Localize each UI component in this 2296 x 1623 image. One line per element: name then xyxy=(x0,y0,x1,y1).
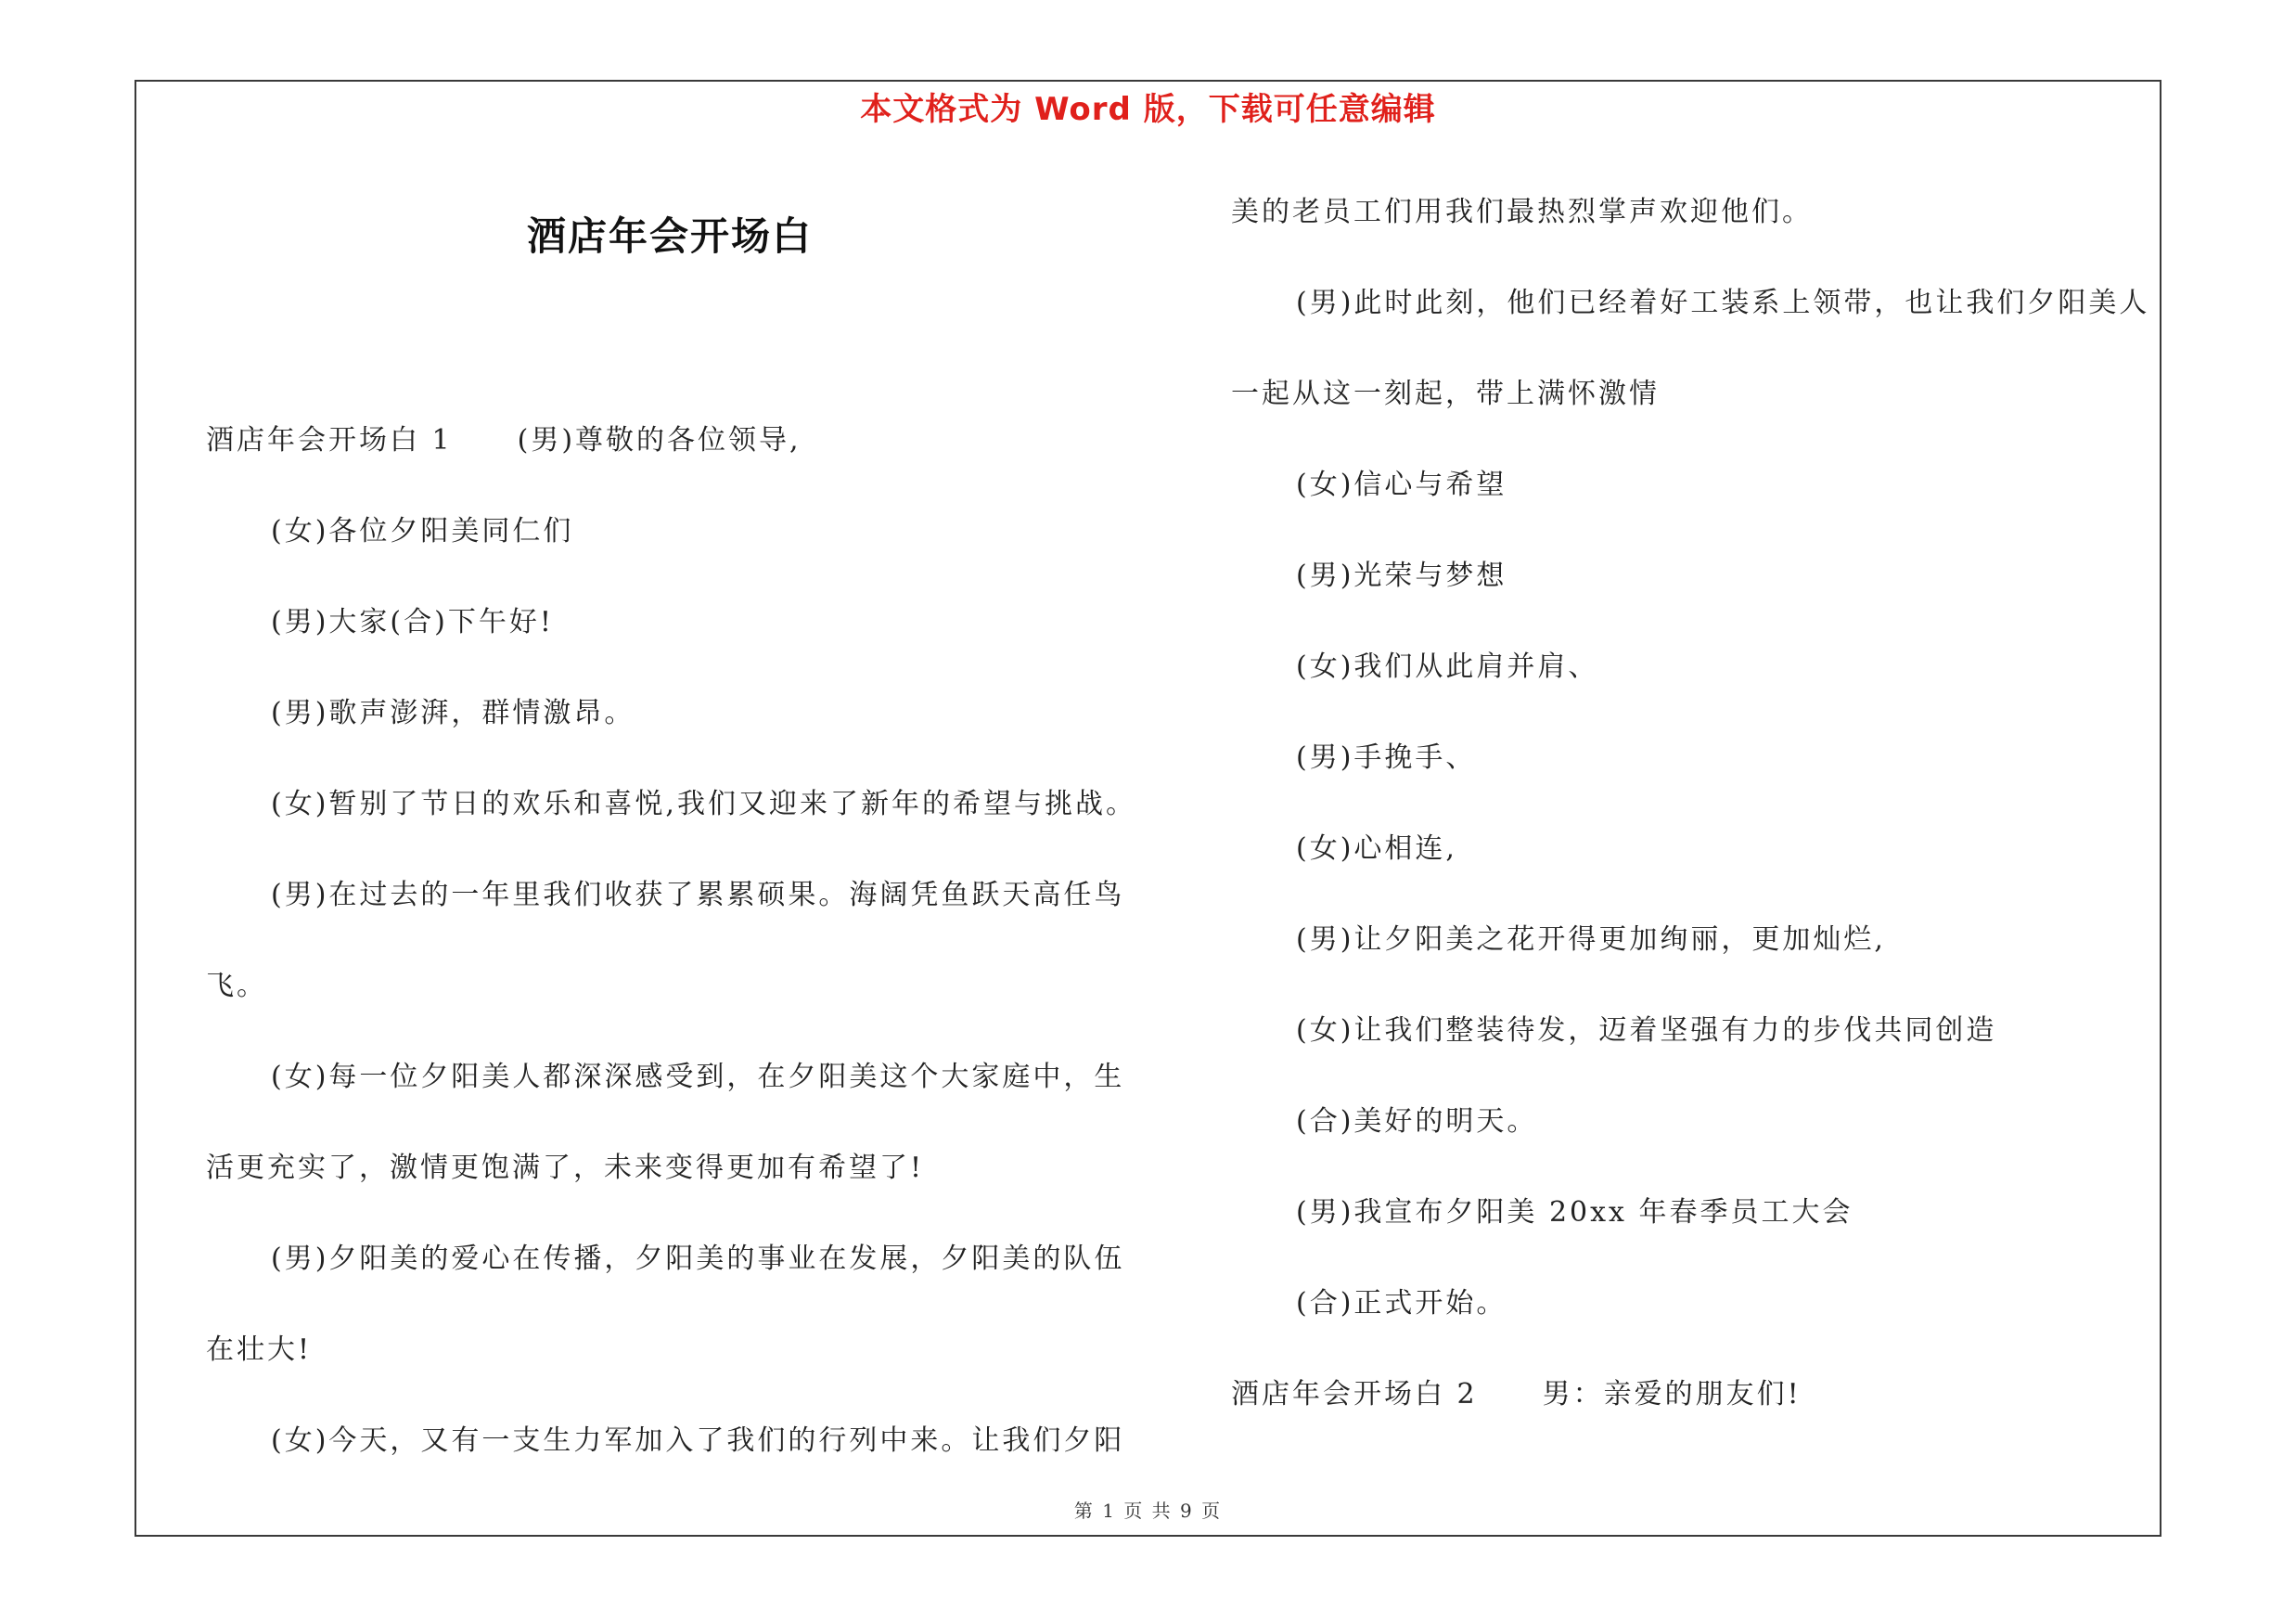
dialogue-line: (合)美好的明天。 xyxy=(1296,1105,1538,1138)
section-heading-line xyxy=(1231,1349,2163,1440)
document-title: 酒店年会开场白 xyxy=(526,213,813,259)
dialogue-line: (女)今天，又有一支生力军加入了我们的行列中来。让我们夕阳 xyxy=(271,1424,1125,1457)
dialogue-line: (女)心相连, xyxy=(1296,832,1457,865)
dialogue-line: (男)此时此刻，他们已经着好工装系上领带，也让我们夕阳美人 xyxy=(1296,287,2150,319)
dialogue-text: (男)尊敬的各位领导, xyxy=(517,424,802,457)
right-column xyxy=(1231,167,2163,1440)
paragraph-continuation: 飞。 xyxy=(206,970,267,1002)
dialogue-line: (女)每一位夕阳美人都深深感受到，在夕阳美这个大家庭中，生 xyxy=(271,1061,1125,1093)
dialogue-line: (男)歌声澎湃，群情激昂。 xyxy=(271,697,635,729)
dialogue-line: (男)夕阳美的爱心在传播，夕阳美的事业在发展，夕阳美的队伍 xyxy=(271,1243,1125,1275)
dialogue-line: (女)暂别了节日的欢乐和喜悦,我们又迎来了新年的希望与挑战。 xyxy=(271,788,1136,820)
dialogue-line: (女)各位夕阳美同仁们 xyxy=(271,515,574,547)
section-heading-line xyxy=(206,395,1143,486)
left-column xyxy=(206,395,1143,1487)
dialogue-line: (男)大家(合)下午好! xyxy=(271,606,554,638)
paragraph-continuation: 活更充实了，激情更饱满了，未来变得更加有希望了! xyxy=(206,1152,925,1184)
paragraph-continuation: 在壮大! xyxy=(206,1333,313,1366)
section-heading: 酒店年会开场白 1 xyxy=(206,424,453,457)
format-banner: 本文格式为 Word 版，下载可任意编辑 xyxy=(860,91,1436,128)
paragraph-continuation: 美的老员工们用我们最热烈掌声欢迎他们。 xyxy=(1231,196,1813,228)
dialogue-line: (男)我宣布夕阳美 20xx 年春季员工大会 xyxy=(1296,1196,1853,1229)
dialogue-text: 男：亲爱的朋友们! xyxy=(1542,1378,1802,1410)
page-footer: 第 1 页 共 9 页 xyxy=(1073,1500,1223,1522)
section-heading: 酒店年会开场白 2 xyxy=(1231,1378,1478,1410)
dialogue-line: (男)光荣与梦想 xyxy=(1296,560,1507,592)
dialogue-line: (女)我们从此肩并肩、 xyxy=(1296,650,1599,683)
dialogue-line: (女)信心与希望 xyxy=(1296,469,1507,501)
dialogue-line: (合)正式开始。 xyxy=(1296,1287,1507,1320)
paragraph-continuation: 一起从这一刻起，带上满怀激情 xyxy=(1231,378,1660,410)
dialogue-line: (男)让夕阳美之花开得更加绚丽，更加灿烂, xyxy=(1296,923,1886,956)
dialogue-line: (男)在过去的一年里我们收获了累累硕果。海阔凭鱼跃天高任鸟 xyxy=(271,879,1125,911)
dialogue-line: (男)手挽手、 xyxy=(1296,741,1477,774)
dialogue-line: (女)让我们整装待发，迈着坚强有力的步伐共同创造 xyxy=(1296,1014,1997,1047)
